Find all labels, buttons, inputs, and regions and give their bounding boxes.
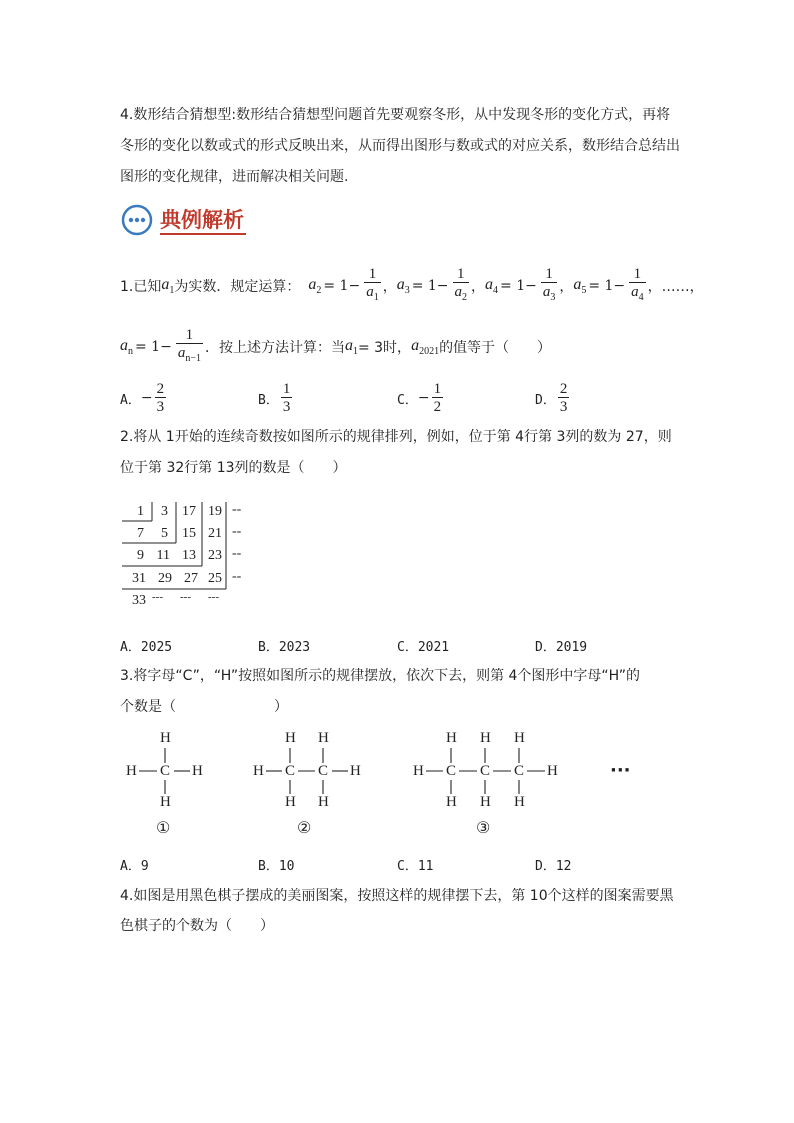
intro-line-3: 图形的变化规律，进而解决相关问题.: [120, 169, 349, 185]
grid-cell: 1: [137, 504, 144, 519]
a3-var: $a_3$: [396, 276, 410, 296]
q3-line-1: 3.将字母“C”，“H”按照如图所示的规律摆放，依次下去，则第 4个图形中字母“H”的: [120, 668, 641, 684]
q3-option-c: C．11: [397, 859, 434, 874]
frac-1-over-a2: $\frac{1}{a_2}$: [454, 265, 468, 303]
h-atom: H: [126, 763, 137, 779]
h-atom: H: [480, 794, 491, 810]
grid-cell: 17: [182, 504, 196, 519]
q2-option-d: D．2019: [535, 640, 588, 655]
h-atom: H: [547, 763, 558, 779]
c-atom: C: [318, 763, 329, 779]
q1-option-c: C． − $\frac{1}{2}$: [397, 380, 442, 415]
grid-cell: ---: [180, 591, 191, 603]
ellipsis-circle-icon: [121, 204, 153, 236]
h-atom: H: [318, 794, 329, 810]
h-atom: H: [253, 763, 264, 779]
q2-option-b: B．2023: [258, 640, 311, 655]
c-atom: C: [514, 763, 525, 779]
h-atom: H: [318, 730, 329, 746]
q3-line-2: 个数是（ ）: [120, 699, 288, 715]
grid-cell: --: [232, 546, 242, 561]
grid-cell: 9: [137, 548, 144, 563]
q4-line-2: 色棋子的个数为（ ）: [120, 918, 274, 934]
q2-line-2: 位于第 32行第 13列的数是（ ）: [120, 460, 347, 476]
q2-option-c: C．2021: [397, 640, 450, 655]
figure-label-1: ①: [156, 820, 171, 837]
grid-cell: 3: [161, 504, 168, 519]
grid-cell: 19: [208, 504, 222, 519]
h-atom: H: [514, 730, 525, 746]
q3-option-a: A．9: [120, 859, 149, 874]
c-atom: C: [446, 763, 457, 779]
grid-cell: 13: [182, 548, 196, 563]
odd-number-grid: [118, 500, 258, 612]
a2-var: $a_2$: [308, 276, 322, 296]
frac-1-over-a3: $\frac{1}{a_3}$: [542, 265, 556, 303]
q3-option-d: D．12: [535, 859, 572, 874]
grid-cell: 25: [208, 571, 222, 586]
grid-cell: 23: [208, 548, 222, 563]
h-atom: H: [514, 794, 525, 810]
q2-line-1: 2.将从 1开始的连续奇数按如图所示的规律排列，例如，位于第 4行第 3列的数为 27，则: [120, 429, 672, 445]
ch-figure-1: [124, 730, 214, 840]
h-atom: H: [192, 763, 203, 779]
h-atom: H: [413, 763, 424, 779]
intro-line-2: 冬形的变化以数或式的形式反映出来，从而得出图形与数或式的对应关系，数形结合总结出: [120, 138, 680, 154]
h-atom: H: [446, 730, 457, 746]
q1-lead2: 为实数．规定运算：: [174, 279, 301, 295]
grid-cell: --: [232, 569, 242, 584]
ch-figure-2: [252, 730, 372, 840]
frac-1-over-a1: $\frac{1}{a_1}$: [366, 265, 379, 303]
h-atom: H: [160, 794, 171, 810]
grid-cell: 31: [132, 571, 146, 586]
q3-option-b: B．10: [258, 859, 295, 874]
a2021-var: $a_{2021}$: [411, 337, 440, 357]
a1-var: $a_1$: [161, 276, 175, 296]
grid-cell: 33: [132, 593, 146, 608]
figure-label-3: ③: [476, 820, 491, 837]
grid-cell: 21: [208, 526, 222, 541]
a4-var: $a_4$: [485, 276, 499, 296]
h-atom: H: [285, 730, 296, 746]
continuation-dots: ···: [610, 760, 631, 781]
grid-cell: 29: [158, 571, 172, 586]
grid-cell: ---: [152, 591, 163, 603]
ch-figure-3: [412, 730, 562, 840]
q2-option-a: A．2025: [120, 640, 173, 655]
figure-label-2: ②: [297, 820, 312, 837]
grid-cell: 11: [156, 548, 170, 563]
section-title-underline: [160, 233, 246, 235]
section-title: 典例解析: [160, 207, 244, 232]
grid-cell: ---: [208, 591, 219, 603]
h-atom: H: [160, 730, 171, 746]
grid-cell: --: [232, 524, 242, 539]
grid-cell: 15: [182, 526, 196, 541]
frac-1-over-an-1: $\frac{1}{a_{n-1}}$: [177, 326, 201, 364]
c-atom: C: [160, 763, 171, 779]
q1-lead: 1.已知: [120, 279, 162, 295]
a1-var-2: $a_1$: [344, 337, 358, 357]
h-atom: H: [446, 794, 457, 810]
c-atom: C: [285, 763, 296, 779]
grid-cell: 5: [161, 526, 168, 541]
an-var: $a_n$: [120, 337, 133, 357]
q1-option-b: B． $\frac{1}{3}$: [258, 380, 291, 415]
h-atom: H: [285, 794, 296, 810]
q1-option-a: A． − $\frac{2}{3}$: [120, 380, 165, 415]
h-atom: H: [480, 730, 491, 746]
q1-line-2: $a_n$ = 1− $\frac{1}{a_{n-1}}$ ．按上述方法计算：当 $a_1$ = 3时， $a_{2021}$ 的值等于（ ）: [120, 325, 551, 369]
frac-1-over-a4: $\frac{1}{a_4}$: [631, 265, 644, 303]
a5-var: $a_5$: [573, 276, 587, 296]
grid-cell: --: [232, 502, 242, 517]
h-atom: H: [350, 763, 361, 779]
c-atom: C: [480, 763, 491, 779]
q1-option-d: D． $\frac{2}{3}$: [535, 380, 568, 415]
intro-line-1: 4.数形结合猜想型:数形结合猜想型问题首先要观察冬形，从中发现冬形的变化方式，再将: [120, 107, 671, 123]
q1-line-1: 1.已知 $a_1$ 为实数．规定运算： $a_2$ = 1− $\frac{1}{a_1}$ ， $a_3$ = 1− $\frac{1}{a_2}$ ， $a_4$ = 1− $\frac{1}{a_3}$ ， $a_5$ = 1− $\frac{1}{a_4}$ ，……，: [120, 264, 704, 308]
grid-cell: 7: [137, 526, 144, 541]
grid-cell: 27: [184, 571, 198, 586]
q4-line-1: 4.如图是用黑色棋子摆成的美丽图案，按照这样的规律摆下去，第 10个这样的图案需要黑: [120, 888, 674, 904]
